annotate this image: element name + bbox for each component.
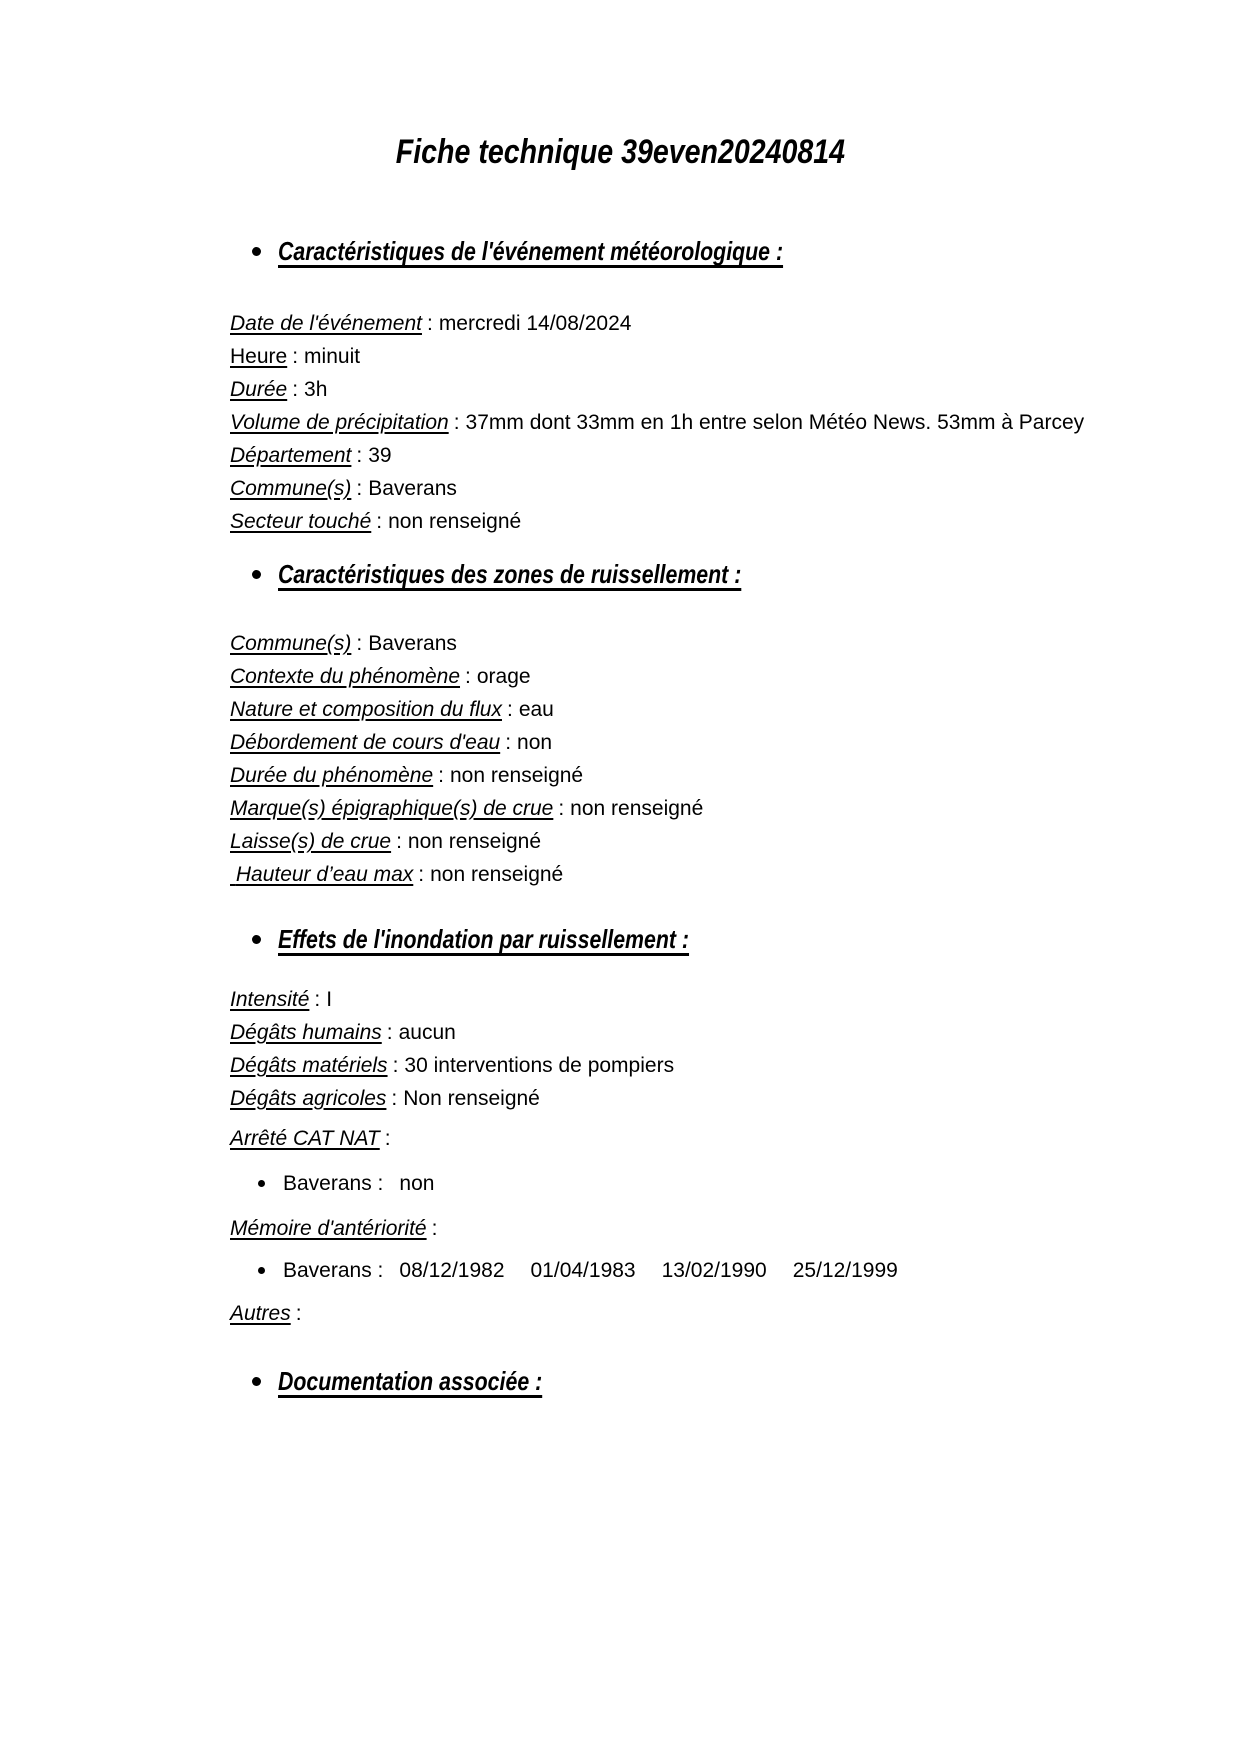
field-label: Hauteur d’eau max	[230, 863, 414, 886]
field-row-communes2	[230, 627, 703, 660]
section-heading-text: Caractéristiques de l'événement météorologique :	[278, 236, 784, 266]
colon-separator: :	[384, 1127, 391, 1150]
colon-separator: :	[356, 477, 363, 500]
field-label: Contexte du phénomène	[230, 665, 461, 688]
field-row-contexte	[230, 660, 703, 693]
field-label: Débordement de cours d'eau	[230, 731, 501, 754]
field-value: mercredi 14/08/2024	[438, 312, 632, 335]
field-label: Dégâts humains	[230, 1021, 382, 1044]
field-label: Marque(s) épigraphique(s) de crue	[230, 797, 554, 820]
field-value: non	[517, 731, 553, 754]
field-value: Baverans	[368, 632, 457, 655]
field-label: Durée du phénomène	[230, 764, 434, 787]
field-value: 3h	[304, 378, 328, 401]
field-value: non renseigné	[407, 830, 542, 853]
field-label: Dégâts matériels	[230, 1054, 388, 1077]
field-row-duree-phenomene	[230, 759, 703, 792]
colon-separator: :	[314, 988, 321, 1011]
field-value: aucun	[398, 1021, 456, 1044]
colon-separator: :	[392, 1054, 399, 1077]
field-row-secteur	[230, 505, 1084, 538]
field-label: Secteur touché	[230, 510, 372, 533]
colon-separator: :	[426, 312, 433, 335]
colon-separator: :	[376, 510, 383, 533]
field-label: Commune(s)	[230, 477, 352, 500]
field-row-laisses	[230, 825, 703, 858]
field-label: Nature et composition du flux	[230, 698, 502, 721]
field-row-intensite	[230, 983, 674, 1016]
field-row-hauteur	[230, 858, 703, 891]
section-heading-effets	[252, 920, 779, 958]
field-row-communes	[230, 472, 1084, 505]
section-heading-text: Effets de l'inondation par ruissellement :	[278, 924, 690, 954]
field-row-degats-materiels	[230, 1049, 674, 1082]
anteriority-date: 01/04/1983	[530, 1259, 636, 1282]
colon-separator: :	[418, 863, 425, 886]
memoire-dates-row	[258, 1254, 898, 1287]
bullet-icon	[252, 1377, 261, 1386]
section-heading-documentation	[252, 1362, 600, 1400]
field-label: Durée	[230, 378, 288, 401]
field-row-nature	[230, 693, 703, 726]
field-value: Non renseigné	[403, 1087, 540, 1110]
field-label: Autres	[230, 1302, 291, 1325]
cat-nat-label-row	[230, 1122, 397, 1155]
field-label: Heure	[230, 345, 288, 368]
colon-separator: :	[506, 698, 513, 721]
colon-separator: :	[505, 731, 512, 754]
field-label: Date de l'événement	[230, 312, 422, 335]
colon-separator: :	[396, 830, 402, 853]
colon-separator: :	[356, 632, 363, 655]
commune-name: Baverans :	[283, 1172, 384, 1195]
field-value: 39	[368, 444, 392, 467]
field-row-date	[230, 307, 1084, 340]
field-label: Commune(s)	[230, 632, 352, 655]
field-value: minuit	[304, 345, 361, 368]
anteriority-date: 25/12/1999	[792, 1259, 898, 1282]
field-row-degats-humains	[230, 1016, 674, 1049]
field-label: Arrêté CAT NAT	[230, 1127, 380, 1150]
field-value: 37mm dont 33mm en 1h entre selon Météo News. 53mm à Parcey	[465, 411, 1085, 434]
colon-separator: :	[356, 444, 363, 467]
bullet-icon	[258, 1180, 265, 1187]
field-row-duree	[230, 373, 1084, 406]
colon-separator: :	[292, 345, 299, 368]
bullet-icon	[258, 1267, 265, 1274]
colon-separator: :	[465, 665, 471, 688]
fields-ruissellement	[230, 627, 703, 891]
bullet-icon	[252, 247, 261, 256]
colon-separator: :	[295, 1302, 302, 1325]
field-value: non renseigné	[570, 797, 704, 820]
colon-separator: :	[391, 1087, 398, 1110]
field-row-debordement	[230, 726, 703, 759]
section-heading-meteo	[252, 232, 894, 270]
colon-separator: :	[431, 1217, 438, 1240]
section-heading-text: Documentation associée :	[278, 1366, 543, 1396]
cat-nat-value: non	[399, 1172, 435, 1195]
colon-separator: :	[438, 764, 444, 787]
colon-separator: :	[558, 797, 565, 820]
fields-meteo	[230, 307, 1084, 538]
field-label: Mémoire d'antériorité	[230, 1217, 427, 1240]
document-title-text: Fiche technique 39even20240814	[395, 133, 845, 171]
field-value: Baverans	[368, 477, 457, 500]
field-value: non renseigné	[430, 863, 564, 886]
field-value: 30 interventions de pompiers	[404, 1054, 675, 1077]
bullet-icon	[252, 935, 261, 944]
field-row-volume	[230, 406, 1084, 439]
bullet-icon	[252, 570, 261, 579]
autres-label-row	[230, 1297, 308, 1330]
field-label: Département	[230, 444, 352, 467]
field-value: non renseigné	[450, 764, 584, 787]
field-row-degats-agricoles	[230, 1082, 674, 1115]
field-value: orage	[476, 665, 531, 688]
memoire-label-row	[230, 1212, 443, 1245]
field-value: eau	[518, 698, 554, 721]
anteriority-date: 08/12/1982	[399, 1259, 505, 1282]
section-heading-ruissellement	[252, 555, 843, 593]
field-label: Volume de précipitation	[230, 411, 449, 434]
field-label: Intensité	[230, 988, 310, 1011]
cat-nat-item-row	[258, 1167, 434, 1200]
colon-separator: :	[453, 411, 460, 434]
field-value: non renseigné	[388, 510, 522, 533]
fields-effets	[230, 983, 674, 1115]
colon-separator: :	[292, 378, 299, 401]
commune-name: Baverans :	[283, 1259, 384, 1282]
field-row-heure	[230, 340, 1084, 373]
field-label: Laisse(s) de crue	[230, 830, 392, 853]
field-label: Dégâts agricoles	[230, 1087, 387, 1110]
document-title	[0, 132, 1240, 172]
colon-separator: :	[386, 1021, 393, 1044]
field-value: I	[326, 988, 333, 1011]
field-row-departement	[230, 439, 1084, 472]
field-row-marques	[230, 792, 703, 825]
section-heading-text: Caractéristiques des zones de ruissellement :	[278, 559, 742, 589]
anteriority-date: 13/02/1990	[661, 1259, 767, 1282]
